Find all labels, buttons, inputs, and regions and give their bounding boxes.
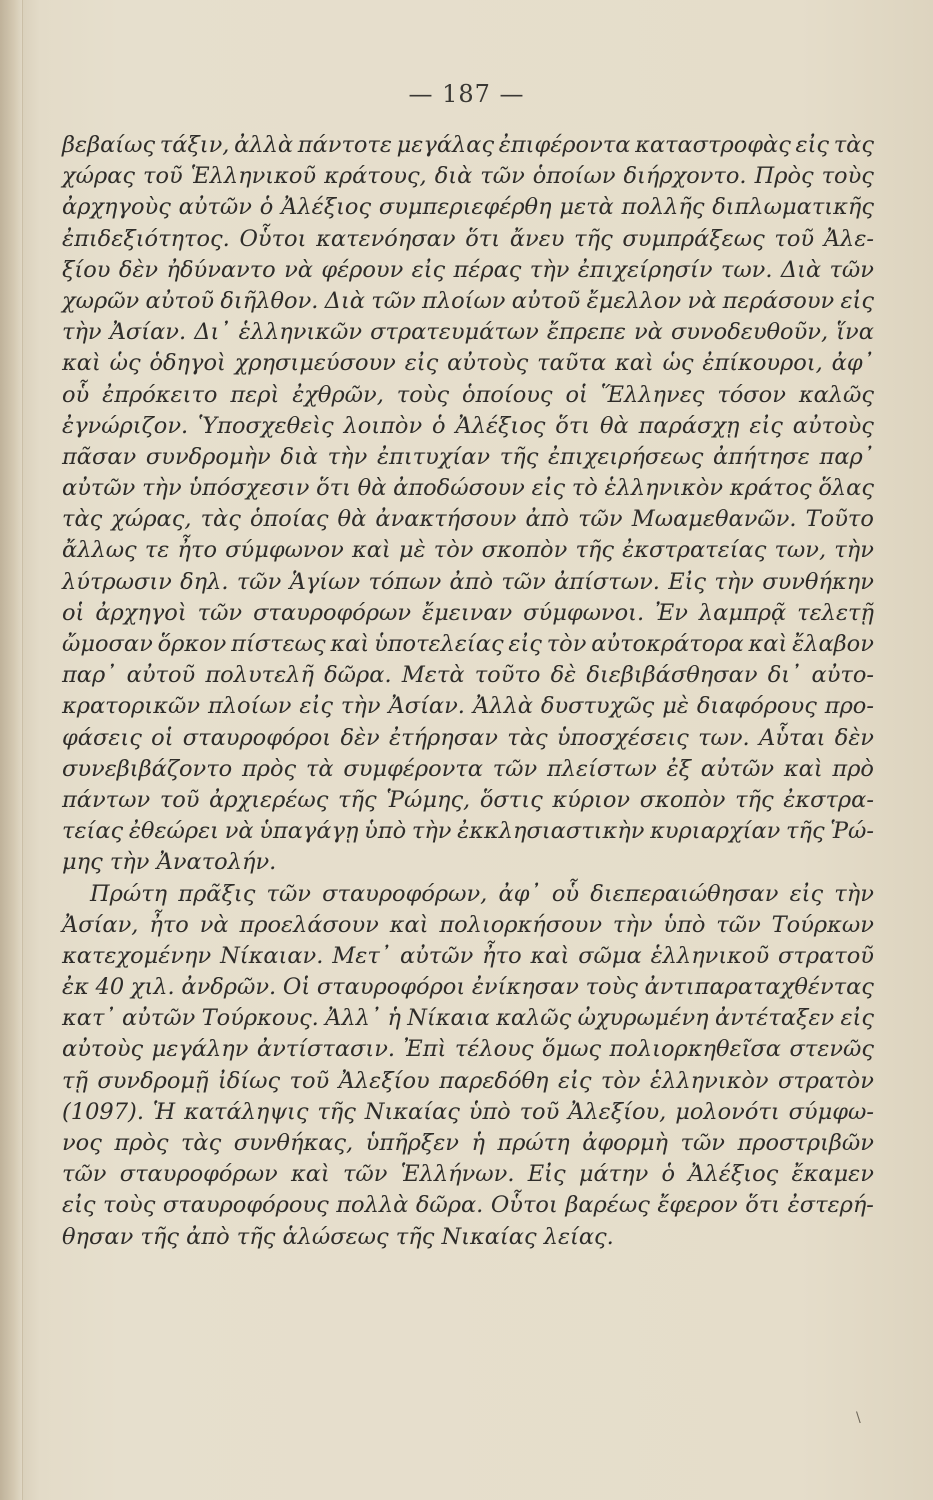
body-text xyxy=(62,130,874,1253)
text-line: οὗ ἐπρόκειτο περὶ ἐχθρῶν, τοὺς ὁποίους οἱ Ἕλληνες τόσον καλῶς xyxy=(62,381,874,408)
text-line: οἱ ἀρχηγοὶ τῶν σταυροφόρων ἔμειναν σύμφωνοι. Ἐν λαμπρᾷ τελετῇ xyxy=(62,599,874,626)
text-line: μης τὴν Ἀνατολήν. xyxy=(62,849,277,876)
text-line: κατεχομένην Νίκαιαν. Μετ᾿ αὐτῶν ἦτο καὶ σῶμα ἑλληνικοῦ στρατοῦ xyxy=(62,942,874,969)
text-line: χώρας τοῦ Ἑλληνικοῦ κράτους, διὰ τῶν ὁποίων διήρχοντο. Πρὸς τοὺς xyxy=(62,163,874,190)
text-line: θησαν τῆς ἀπὸ τῆς ἁλώσεως τῆς Νικαίας λείας. xyxy=(62,1223,614,1250)
text-line: (1097). Ἡ κατάληψις τῆς Νικαίας ὑπὸ τοῦ Ἀλεξίου, μολονότι σύμφω- xyxy=(62,1098,874,1125)
text-line: τείας ἐθεώρει νὰ ὑπαγάγῃ ὑπὸ τὴν ἐκκλησιαστικὴν κυριαρχίαν τῆς Ῥώ- xyxy=(62,818,874,845)
text-line: συνεβιβάζοντο πρὸς τὰ συμφέροντα τῶν πλείστων ἐξ αὐτῶν καὶ πρὸ xyxy=(62,755,874,782)
text-line: ἐπιδεξιότητος. Οὗτοι κατενόησαν ὅτι ἄνευ τῆς συμπράξεως τοῦ Ἀλε- xyxy=(62,225,874,252)
text-line: ξίου δὲν ἠδύναντο νὰ φέρουν εἰς πέρας τὴν ἐπιχείρησίν των. Διὰ τῶν xyxy=(62,256,874,283)
text-line: ἀρχηγοὺς αὐτῶν ὁ Ἀλέξιος συμπεριεφέρθη μετὰ πολλῆς διπλωματικῆς xyxy=(62,194,874,221)
text-line: εἰς τοὺς σταυροφόρους πολλὰ δῶρα. Οὗτοι βαρέως ἔφερον ὅτι ἐστερή- xyxy=(62,1192,874,1219)
text-line: νος πρὸς τὰς συνθήκας, ὑπῆρξεν ἡ πρώτη ἀφορμὴ τῶν προστριβῶν xyxy=(62,1130,874,1156)
text-line: λύτρωσιν δηλ. τῶν Ἁγίων τόπων ἀπὸ τῶν ἀπίστων. Εἰς τὴν συνθήκην xyxy=(62,568,874,595)
page-number: — 187 — xyxy=(408,80,525,108)
text-line: ἐκ 40 χιλ. ἀνδρῶν. Οἱ σταυροφόροι ἐνίκησαν τοὺς ἀντιπαραταχθέντας xyxy=(62,974,874,1001)
text-line: κρατορικῶν πλοίων εἰς τὴν Ἀσίαν. Ἀλλὰ δυστυχῶς μὲ διαφόρους προ- xyxy=(62,693,874,720)
text-line: αὐτῶν τὴν ὑπόσχεσιν ὅτι θὰ ἀποδώσουν εἰς τὸ ἑλληνικὸν κράτος ὅλας xyxy=(62,475,874,502)
paragraph xyxy=(62,130,874,879)
text-line: ὤμοσαν ὅρκον πίστεως καὶ ὑποτελείας εἰς τὸν αὐτοκράτορα καὶ ἔλαβον xyxy=(62,631,874,657)
stray-mark: \ xyxy=(856,1410,861,1426)
text-line: Πρώτη πρᾶξις τῶν σταυροφόρων, ἀφ᾿ οὗ διεπεραιώθησαν εἰς τὴν xyxy=(90,880,874,907)
text-line: αὐτοὺς μεγάλην ἀντίστασιν. Ἐπὶ τέλους ὅμως πολιορκηθεῖσα στενῶς xyxy=(62,1036,874,1063)
book-binding-edge xyxy=(0,0,23,1500)
text-line: χωρῶν αὐτοῦ διῆλθον. Διὰ τῶν πλοίων αὐτοῦ ἔμελλον νὰ περάσουν εἰς xyxy=(62,287,874,314)
text-line: ἐγνώριζον. Ὑποσχεθεὶς λοιπὸν ὁ Ἀλέξιος ὅτι θὰ παράσχῃ εἰς αὐτοὺς xyxy=(62,412,874,439)
text-line: τὰς χώρας, τὰς ὁποίας θὰ ἀνακτήσουν ἀπὸ τῶν Μωαμεθανῶν. Τοῦτο xyxy=(62,506,874,533)
paragraph xyxy=(62,879,874,1253)
text-line: πάντων τοῦ ἀρχιερέως τῆς Ῥώμης, ὅστις κύριον σκοπὸν τῆς ἐκστρα- xyxy=(62,786,874,813)
text-line: τῶν σταυροφόρων καὶ τῶν Ἑλλήνων. Εἰς μάτην ὁ Ἀλέξιος ἔκαμεν xyxy=(62,1161,874,1188)
text-line: κατ᾿ αὐτῶν Τούρκους. Ἀλλ᾿ ἡ Νίκαια καλῶς ὠχυρωμένη ἀντέταξεν εἰς xyxy=(62,1005,874,1032)
text-line: πᾶσαν συνδρομὴν διὰ τὴν ἐπιτυχίαν τῆς ἐπιχειρήσεως ἀπήτησε παρ᾿ xyxy=(62,443,874,470)
text-line: Ἀσίαν, ἦτο νὰ προελάσουν καὶ πολιορκήσουν τὴν ὑπὸ τῶν Τούρκων xyxy=(62,911,874,938)
text-line: φάσεις οἱ σταυροφόροι δὲν ἐτήρησαν τὰς ὑποσχέσεις των. Αὗται δὲν xyxy=(62,724,874,751)
text-line: ἄλλως τε ἦτο σύμφωνον καὶ μὲ τὸν σκοπὸν τῆς ἐκστρατείας των, τὴν xyxy=(62,537,874,564)
text-line: παρ᾿ αὐτοῦ πολυτελῆ δῶρα. Μετὰ τοῦτο δὲ διεβιβάσθησαν δι᾿ αὐτο- xyxy=(62,662,874,689)
text-line: καὶ ὡς ὁδηγοὶ χρησιμεύσουν εἰς αὐτοὺς ταῦτα καὶ ὡς ἐπίκουροι, ἀφ᾿ xyxy=(62,350,874,377)
text-line: βεβαίως τάξιν, ἀλλὰ πάντοτε μεγάλας ἐπιφέροντα καταστροφὰς εἰς τὰς xyxy=(62,132,874,158)
text-line: τὴν Ἀσίαν. Δι᾿ ἑλληνικῶν στρατευμάτων ἔπρεπε νὰ συνοδευθοῦν, ἵνα xyxy=(62,319,874,346)
text-line: τῇ συνδρομῇ ἰδίως τοῦ Ἀλεξίου παρεδόθη εἰς τὸν ἑλληνικὸν στρατὸν xyxy=(62,1067,874,1094)
